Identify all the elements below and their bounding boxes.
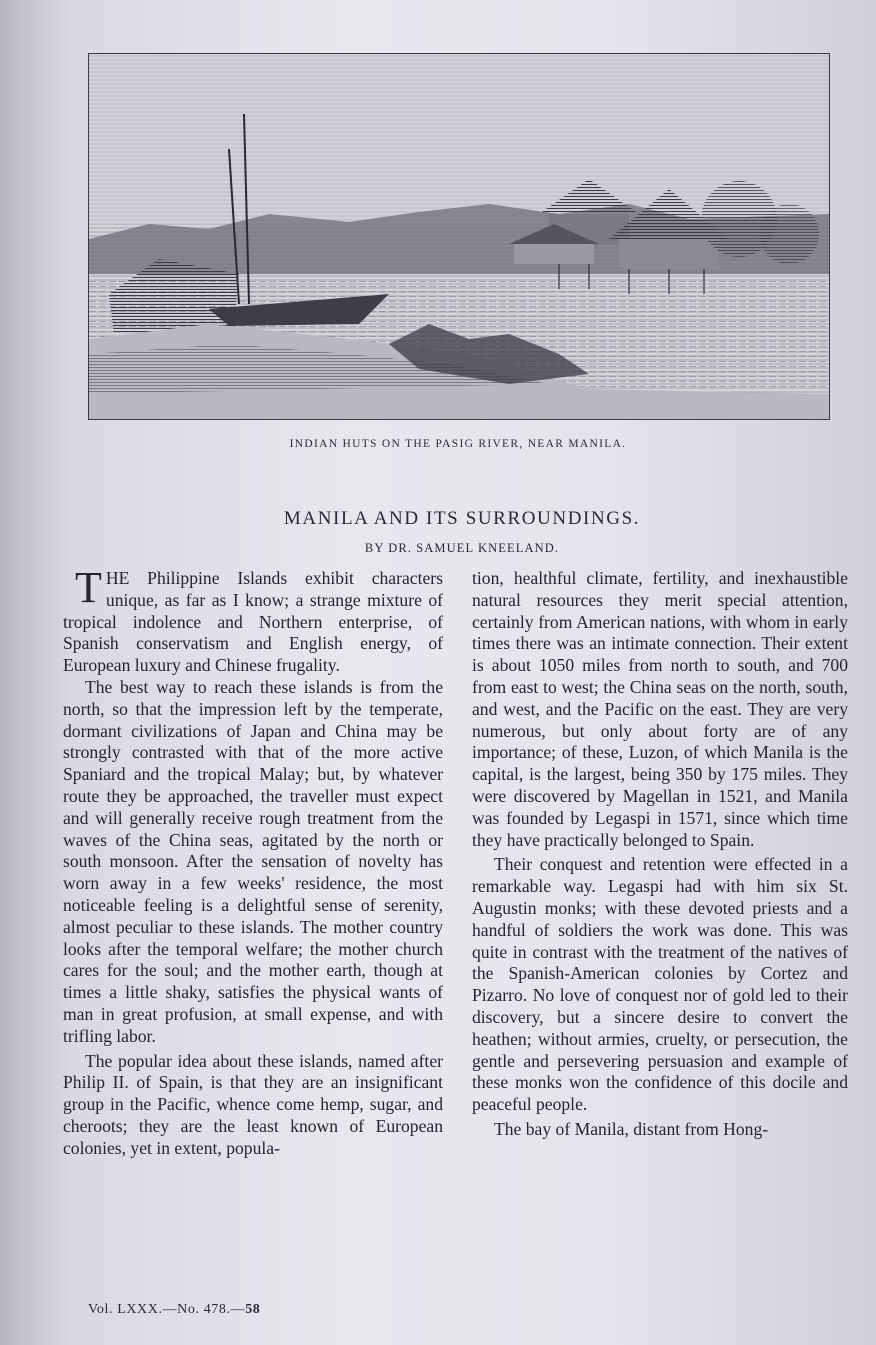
paragraph-1	[63, 563, 443, 677]
volume-label: Vol. LXXX.—No. 478.—	[88, 1302, 246, 1317]
page-footer	[88, 1302, 260, 1318]
page-number: 58	[245, 1302, 261, 1317]
paragraph-4: tion, healthful climate, fertility, and inexhaustible natural resources they merit special attention, certainly from American nations, with whom in early times there was an intimate connection. Their extent is about 1050 miles from north to south, and 700 from east to west; the China seas on the north, south, and west, and the Pacific on the east. They are very numerous, but only about forty are of any importance; of these, Luzon, of which Manila is the capital, is the largest, being 350 by 175 miles. They were discovered by Magellan in 1521, and Manila was founded by Legaspi in 1571, since which time they have practically belonged to Spain.	[472, 568, 848, 850]
paragraph-2: The best way to reach these islands is from the north, so that the impression left by the temperate, dormant civilizations of Japan and China may be strongly contrasted with that of the more active Spaniard and the tropical Malay; but, by whatever route they be approached, the traveller must expect and will generally receive rough treatment from the waves of the China seas, agitated by the north or south monsoon. After the sensation of novelty has worn away in a few weeks' residence, the most noticeable feeling is a delightful sense of serenity, almost peculiar to these islands. The mother country looks after the temporal welfare; the mother church cares for the soul; and the mother earth, though at times a little shaky, satisfies the physical wants of man in great profusion, at small expense, and with trifling labor.	[63, 676, 443, 1046]
left-column	[63, 563, 443, 1160]
article-title: MANILA AND ITS SURROUNDINGS.	[283, 508, 641, 529]
river-illustration	[88, 53, 830, 420]
right-column	[472, 568, 848, 1141]
river-scene-icon	[89, 54, 829, 419]
paragraph-6: The bay of Manila, distant from Hong-	[494, 1118, 769, 1139]
paragraph-5: Their conquest and retention were effected in a remarkable way. Legaspi had with him six St. Augustin monks; with these devoted priests and a handful of soldiers the work was done. This was quite in contrast with the treatment of the natives of the Spanish-American colonies by Cortez and Pizarro. No love of conquest nor of gold led to their discovery, but a sincere desire to convert the heathen; without armies, cruelty, or persecution, the gentle and persevering persuasion and example of these monks won the confidence of this docile and peaceful people.	[472, 854, 848, 1115]
drop-cap: T	[75, 563, 102, 612]
paragraph-3: The popular idea about these islands, named after Philip II. of Spain, is that they are an insignificant group in the Pacific, whence come hemp, sugar, and cheroots; they are the least known of European colonies, yet in extent, popula-	[63, 1050, 443, 1158]
illustration-caption: INDIAN HUTS ON THE PASIG RIVER, NEAR MANILA.	[289, 438, 627, 450]
paragraph-1-text: HE Philippine Islands exhibit characters unique, as far as I know; a strange mixture of tropical indolence and Northern enterprise, of Spanish conservatism and English energy, of European luxury and Chinese frugality.	[63, 568, 443, 676]
article-byline: BY DR. SAMUEL KNEELAND.	[364, 541, 560, 555]
